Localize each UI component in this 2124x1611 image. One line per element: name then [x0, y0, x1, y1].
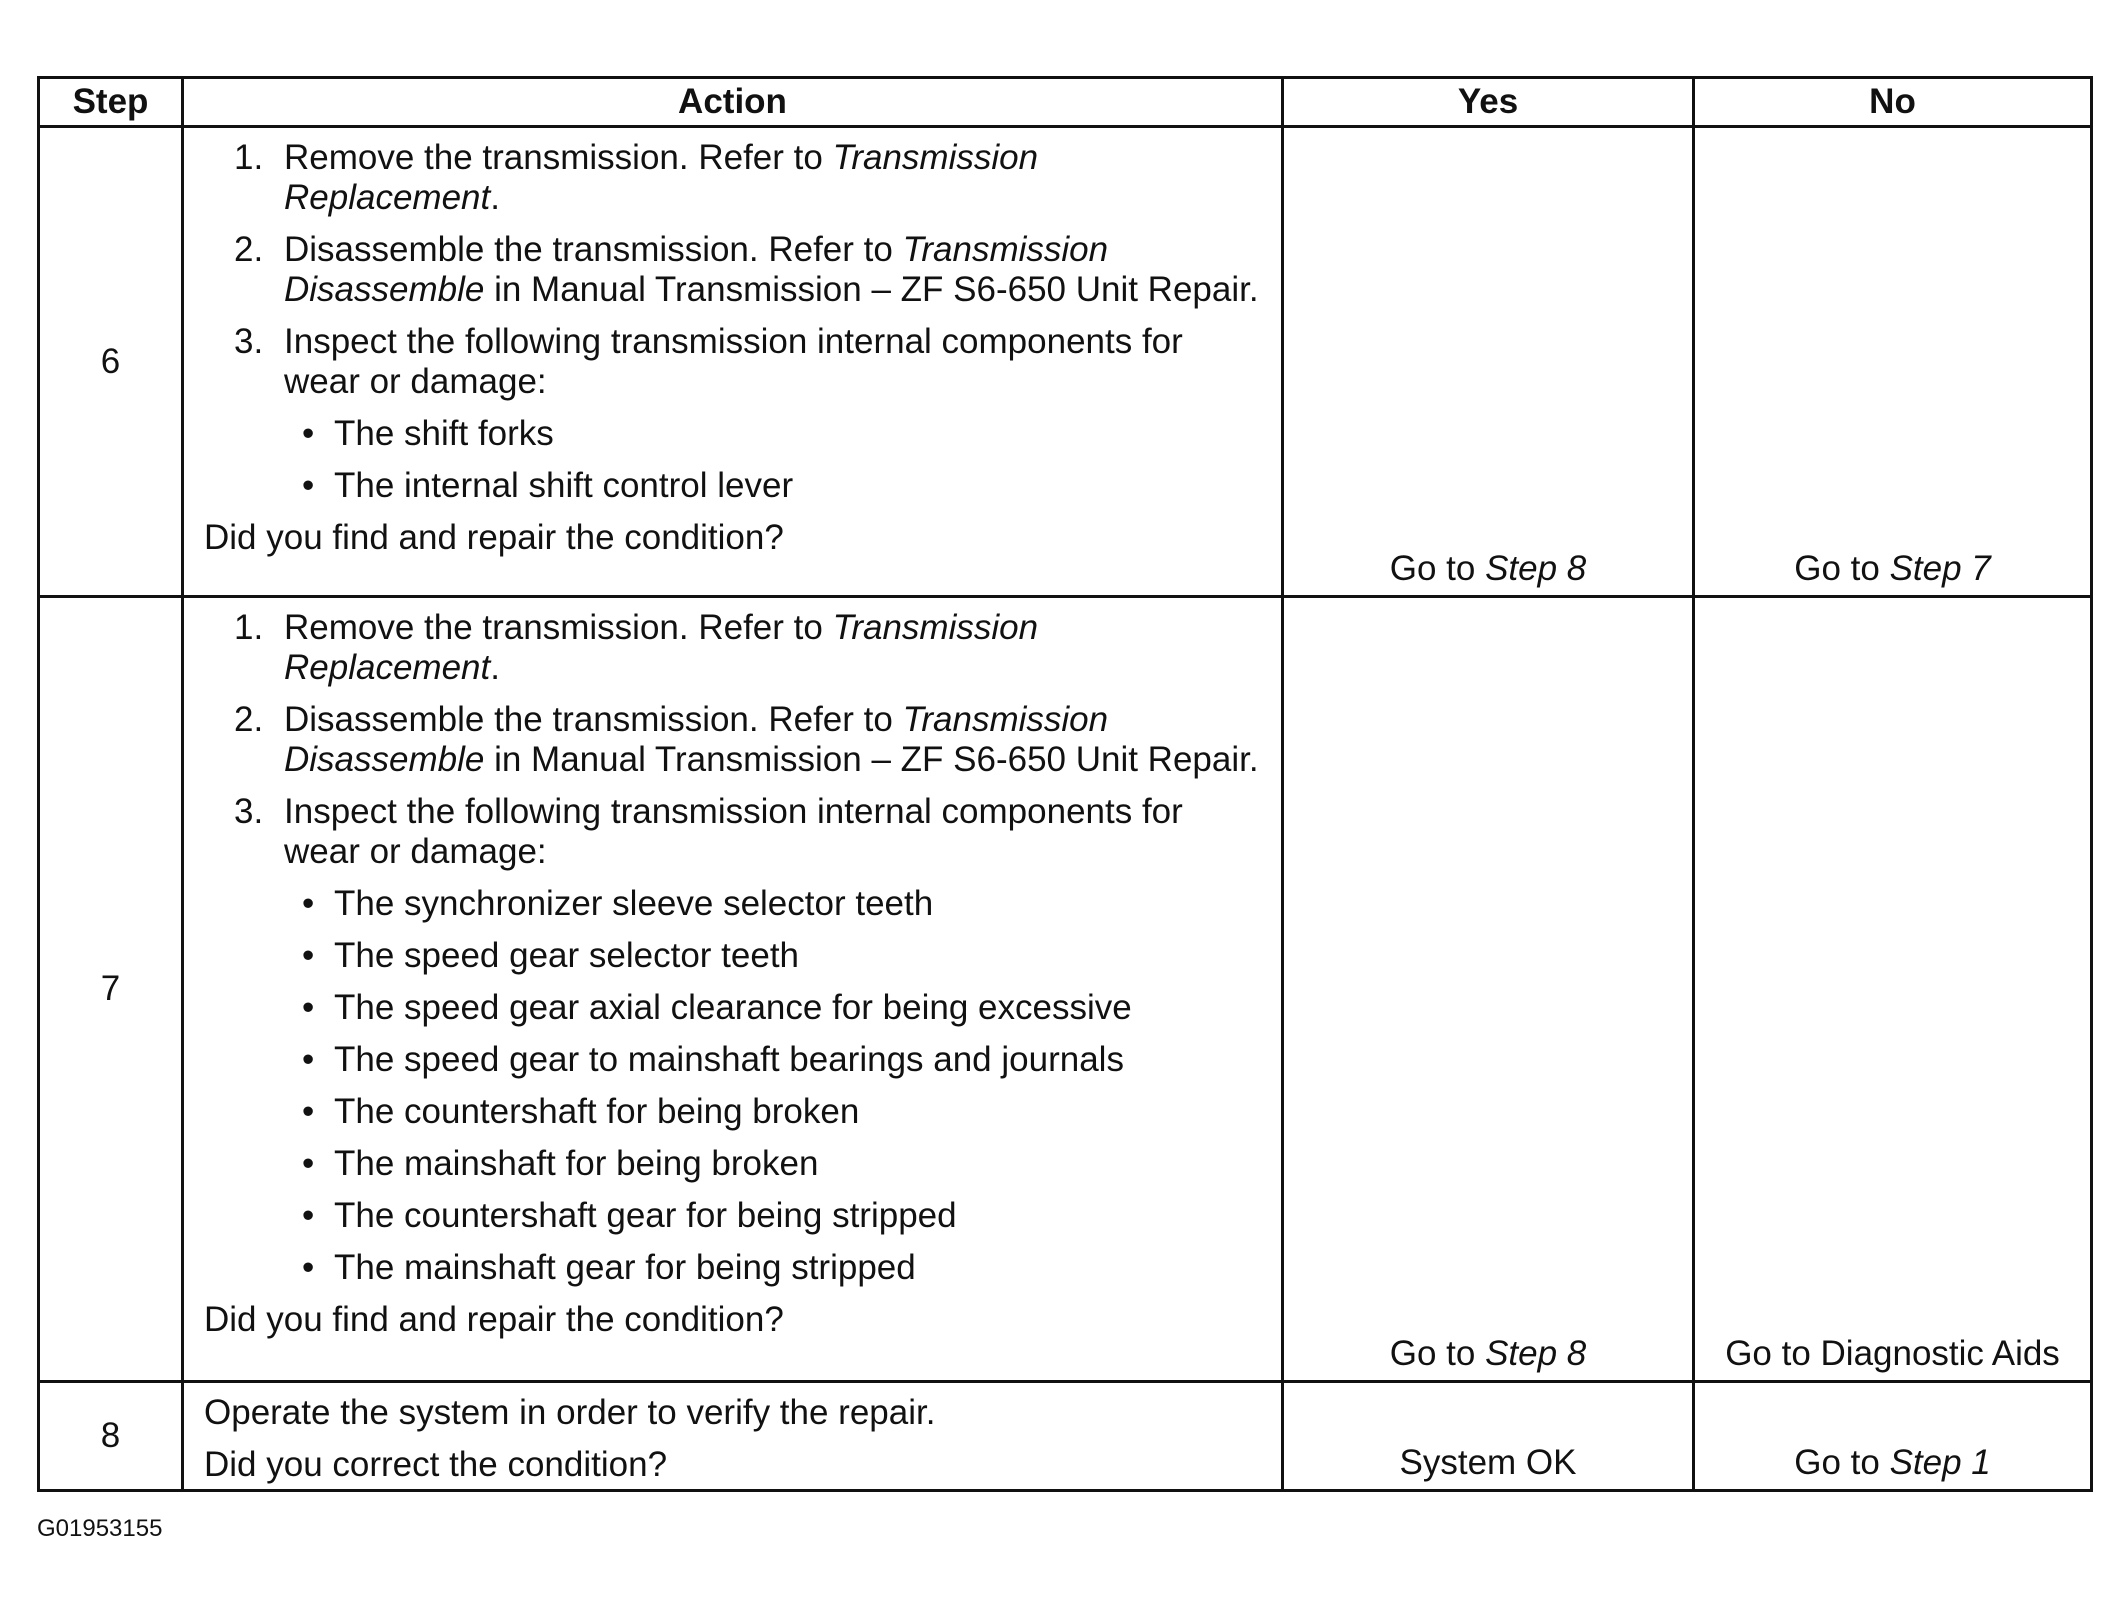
list-item: • The countershaft gear for being stripped — [302, 1196, 957, 1235]
action-step — [204, 608, 1261, 688]
list-item: • The mainshaft for being broken — [302, 1144, 819, 1183]
header-yes: Yes — [1283, 78, 1694, 127]
table-row — [39, 127, 2092, 597]
step-index: 2. — [234, 700, 264, 739]
list-item: • The shift forks — [302, 414, 554, 453]
question-text: Did you find and repair the condition? — [204, 518, 784, 557]
no-result: Go to Step 7 — [1694, 127, 2092, 597]
step-index: 1. — [234, 138, 264, 177]
list-item: • The speed gear selector teeth — [302, 936, 800, 975]
step-text: in Manual Transmission – ZF S6-650 Unit Repair. — [484, 270, 1259, 309]
no-result — [1694, 597, 2092, 1382]
list-item: • The mainshaft gear for being stripped — [302, 1248, 916, 1287]
step-link[interactable]: Step 7 — [1889, 549, 1991, 588]
step-index: 3. — [234, 792, 264, 831]
no-result: Go to Step 1 — [1694, 1382, 2092, 1491]
action-cell — [183, 597, 1283, 1382]
step-text: . — [490, 178, 500, 217]
action-step — [204, 138, 1261, 218]
question-text: Did you find and repair the condition? — [204, 1300, 784, 1339]
header-row — [39, 78, 2092, 127]
reference-link[interactable]: Transmission Disassemble — [284, 230, 1109, 309]
step-text: Remove the transmission. Refer to — [284, 608, 833, 647]
step-index: 2. — [234, 230, 264, 269]
list-item: • The synchronizer sleeve selector teeth — [302, 884, 934, 923]
header-no: No — [1694, 78, 2092, 127]
action-cell — [183, 127, 1283, 597]
step-text: Disassemble the transmission. Refer to — [284, 230, 903, 269]
action-cell — [183, 1382, 1283, 1491]
step-text: Disassemble the transmission. Refer to — [284, 700, 903, 739]
figure-id: G01953155 — [37, 1515, 163, 1542]
step-number: 6 — [39, 127, 183, 597]
table-row — [39, 1382, 2092, 1491]
yes-result: System OK — [1283, 1382, 1694, 1491]
component-list — [284, 884, 1261, 1288]
list-item: • The internal shift control lever — [302, 466, 794, 505]
step-link[interactable]: Step 8 — [1485, 549, 1587, 588]
reference-link[interactable]: Transmission Replacement — [284, 608, 1039, 687]
yes-result: Go to Step 8 — [1283, 127, 1694, 597]
table-row — [39, 597, 2092, 1382]
step-text: Inspect the following transmission internal components for wear or damage: — [284, 322, 1183, 401]
step-text: Remove the transmission. Refer to — [284, 138, 833, 177]
reference-link[interactable]: Transmission Disassemble — [284, 700, 1109, 779]
action-step — [204, 792, 1261, 1288]
statement-text: Operate the system in order to verify the repair. — [204, 1393, 936, 1432]
action-steps — [204, 138, 1261, 506]
action-steps — [204, 608, 1261, 1288]
step-link[interactable]: Step 1 — [1889, 1443, 1991, 1482]
list-item: • The speed gear to mainshaft bearings and journals — [302, 1040, 1124, 1079]
header-action: Action — [183, 78, 1283, 127]
action-step — [204, 700, 1261, 780]
header-step: Step — [39, 78, 183, 127]
step-text: Inspect the following transmission internal components for wear or damage: — [284, 792, 1183, 871]
yes-result: Go to Step 8 — [1283, 597, 1694, 1382]
step-text: in Manual Transmission – ZF S6-650 Unit Repair. — [484, 740, 1259, 779]
list-item: • The countershaft for being broken — [302, 1092, 860, 1131]
question-text: Did you correct the condition? — [204, 1445, 668, 1484]
component-list — [284, 414, 1261, 506]
step-number: 7 — [39, 597, 183, 1382]
step-link[interactable]: Step 8 — [1485, 1334, 1587, 1373]
step-index: 3. — [234, 322, 264, 361]
action-step — [204, 230, 1261, 310]
list-item: • The speed gear axial clearance for being excessive — [302, 988, 1132, 1027]
reference-link[interactable]: Transmission Replacement — [284, 138, 1039, 217]
action-step — [204, 322, 1261, 506]
step-text: . — [490, 648, 500, 687]
diagnostic-aids-link[interactable]: Go to Diagnostic Aids — [1725, 1334, 2060, 1373]
diagnostic-table — [37, 76, 2093, 1492]
step-index: 1. — [234, 608, 264, 647]
step-number: 8 — [39, 1382, 183, 1491]
